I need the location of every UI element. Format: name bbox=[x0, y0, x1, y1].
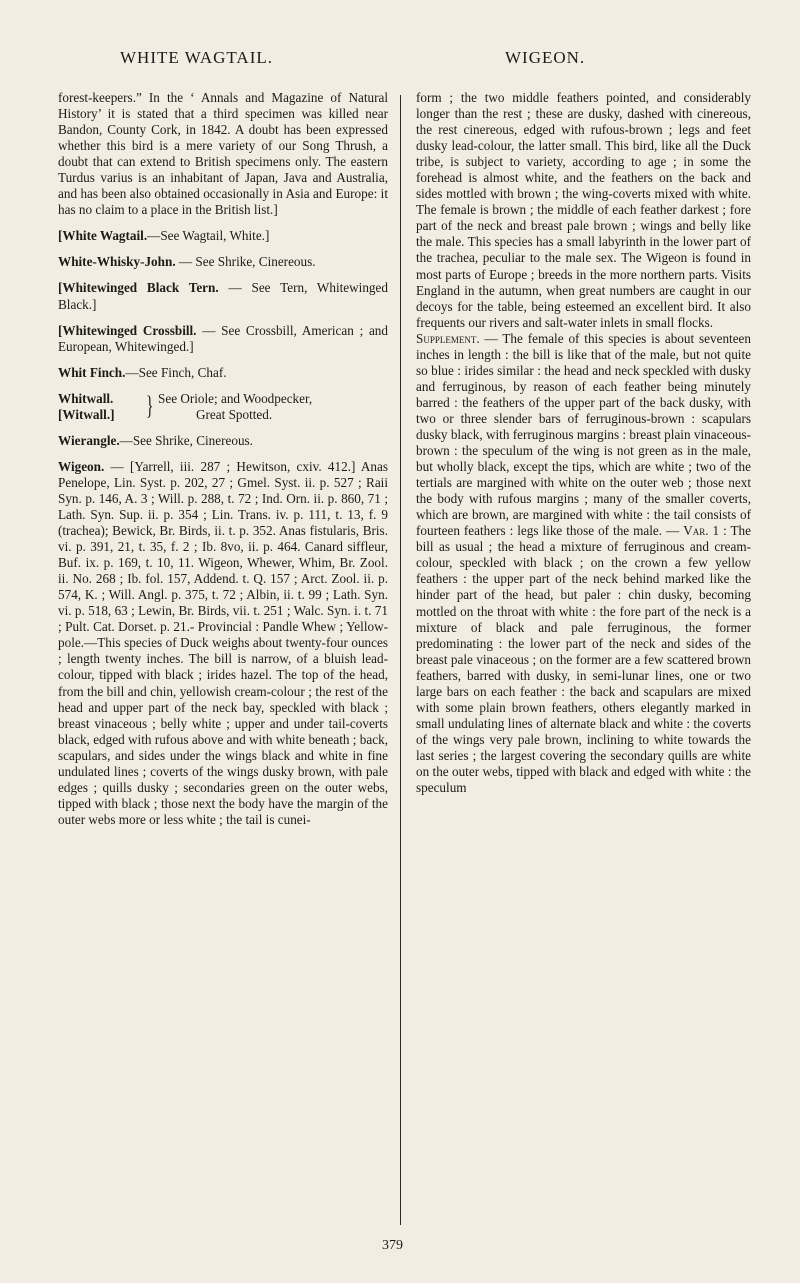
column-divider bbox=[400, 95, 401, 1225]
entry-headword: Whit Finch. bbox=[58, 364, 126, 380]
entry-headword: Whitwall. bbox=[58, 390, 114, 406]
page-number: 379 bbox=[382, 1238, 403, 1253]
entry-text: — See Crossbill, American ; and European, Whitewinged.] bbox=[58, 322, 388, 354]
running-head-right: WIGEON. bbox=[505, 48, 586, 67]
entry-whit-finch bbox=[58, 365, 388, 381]
entry-headword: Wigeon. bbox=[58, 458, 105, 474]
variety-text: : The bill as usual ; the head a mixture of ferruginous and cream-colour, speckled with black ; on the crown a few yellow feathers : the upper part of the neck behind marked like the hinder part of the head, but paler : chin dusky, becoming mottled on the throat with white : the fore part of the neck is a mixture of black and pale ferruginous, the former predominating : the lower part of the neck and sides of the breast pale vinaceous ; on the former are a few scattered brown feathers, barred with dusky, in semi-lunar lines, one or two large bars on each feather : the back and scapulars are mixed with some plain brown feathers, others elegantly marked in small undulating lines of alternate black and white : the coverts of the wings very pale brown, inclining to white towards the last series ; the largest covering the secondary quills are white on the outer webs, tipped with black and edged with white : the speculum bbox=[416, 523, 751, 796]
entry-headword: [White Wagtail. bbox=[58, 228, 148, 244]
supplement-text: — The female of this species is about seventeen inches in length : the bill is like that of the male, but not quite so blue : irides similar : the head and neck speckled with dusky and ferruginous, by reason of each feather being minutely barred : the feathers of the upper part of the back dusky, with two or three slender bars of ferruginous-brown : scapulars dusky black, with ferruginous margins : breast plain vinaceous-brown : the speculum of the wing is not green as in the male, but wholly black, except the tips, which are white ; two of the tertials are margined with white on the outer web ; those next the body with rufous margins ; many of the smaller coverts, which are brown, are margined with white : the tail consists of fourteen feathers : legs like those of the male. — bbox=[416, 330, 751, 539]
variety-label: Var. 1 bbox=[683, 523, 720, 539]
continued-paragraph: forest-keepers.” In the ‘ Annals and Magazine of Natural History’ it is stated that a third specimen was killed near Bandon, County Cork, in 1842. A doubt has been expressed whether this bird is a mere variety of our Song Thrush, a doubt that can extend to British specimens only. The eastern Turdus varius is an inhabitant of Japan, Java and Australia, and has been also obtained occasionally in Asia and Europe: it has no claim to a place in the British list.] bbox=[58, 90, 388, 218]
entry-wigeon bbox=[58, 459, 388, 828]
supplement-paragraph bbox=[416, 331, 751, 796]
entry-headword: [Whitewinged Black Tern. bbox=[58, 280, 219, 296]
entry-white-whisky-john bbox=[58, 254, 388, 270]
entry-headword: [Whitewinged Crossbill. bbox=[58, 322, 197, 338]
entry-headword: Wierangle. bbox=[58, 432, 120, 448]
entry-whitewinged-crossbill bbox=[58, 323, 388, 355]
left-column bbox=[58, 90, 388, 828]
entry-whitewinged-black-tern bbox=[58, 280, 388, 312]
entry-text: —See Shrike, Cinereous. bbox=[119, 432, 253, 448]
right-column bbox=[416, 90, 751, 796]
entry-white-wagtail bbox=[58, 228, 388, 244]
supplement-label: Supplement. bbox=[416, 330, 480, 346]
entry-text: Great Spotted. bbox=[196, 406, 273, 422]
entry-text: See Oriole; and Woodpecker, bbox=[158, 390, 313, 406]
continued-paragraph: form ; the two middle feathers pointed, and considerably longer than the rest ; these are dusky, dashed with cinereous, the rest cinereous, edged with rufous-brown ; legs and feet dusky lead-colour, the latter small. This bird, like all the Duck tribe, is subject to variety, according to age ; in some the forehead is almost white, and the feathers on the back and sides mottled with brown ; the wing-coverts mixed with white. The female is brown ; the middle of each feather darkest ; fore part of the neck and breast pale brown ; wings and belly like the male. This species has a small labyrinth in the lower part of the trachea, peculiar to the male sex. The Wigeon is found in most parts of Europe ; breeds in the more northern parts. Visits England in the autumn, when great numbers are caught in our decoys for the table, being esteemed an excellent bird. It also frequents our rivers and salt-water inlets in small flocks. bbox=[416, 90, 751, 330]
entry-text: — See Tern, Whitewinged Black.] bbox=[58, 280, 388, 312]
entry-headword-alt: [Witwall.] bbox=[58, 406, 115, 422]
entry-whitwall bbox=[58, 391, 388, 423]
entry-headword: White-Whisky-John. bbox=[58, 254, 176, 270]
entry-text: — [Yarrell, iii. 287 ; Hewitson, cxiv. 412.] Anas Penelope, Lin. Syst. p. 202, 27 ; Gmel. Syst. ii. p. 527 ; Raii Syn. p. 146, A. 3 ; Will. p. 288, t. 72 ; Ind. Orn. ii. p. 860, 71 ; Lath. Syn. Sup. ii. p. 354 ; Lin. Trans. iv. p. 111, t. 13, f. 9 (trachea); Bewick, Br. Birds, ii. t. p. 352. Anas fistularis, Bris. vi. p. 391, 21, t. 35, f. 2 ; Ib. 8vo, ii. p. 464. Canard siffleur, Buf. ix. p. 169, t. 10, 11. Wigeon, Whewer, Whim, Br. Zool. ii. No. 268 ; Ib. fol. 157, Addend. t. Q. 157 ; Arct. Zool. ii. p. 574, K. ; Will. Angl. p. 375, t. 72 ; Albin, ii. t. 99 ; Lath. Syn. vi. p. 518, 63 ; Lewin, Br. Birds, vii. t. 251 ; Walc. Syn. i. t. 71 ; Pult. Cat. Dorset. p. 21.- Provincial : Pandle Whew ; Yellow-pole.—This species of Duck weighs about twenty-four ounces ; length twenty inches. The bill is narrow, of a bluish lead-colour, tipped with black ; irides hazel. The top of the head, from the bill and chin, yellowish cream-colour ; the rest of the head and upper part of the neck bay, speckled with black ; breast vinaceous ; belly white ; upper and under tail-coverts black, edged with rufous above and with white beneath ; back, scapulars, and sides under the wings black and white in fine undulated lines ; coverts of the wings dusky brown, with pale edges ; quills dusky ; secondaries green on the outer webs, tipped with black ; those next the body have the margin of the outer webs more or less white ; the tail is cunei- bbox=[58, 458, 388, 827]
entry-wierangle bbox=[58, 433, 388, 449]
entry-text: — See Shrike, Cinereous. bbox=[175, 254, 316, 270]
brace-glyph: } bbox=[146, 390, 154, 420]
running-head-left: WHITE WAGTAIL. bbox=[120, 48, 274, 67]
entry-text: —See Finch, Chaf. bbox=[125, 364, 227, 380]
entry-text: —See Wagtail, White.] bbox=[147, 228, 270, 244]
